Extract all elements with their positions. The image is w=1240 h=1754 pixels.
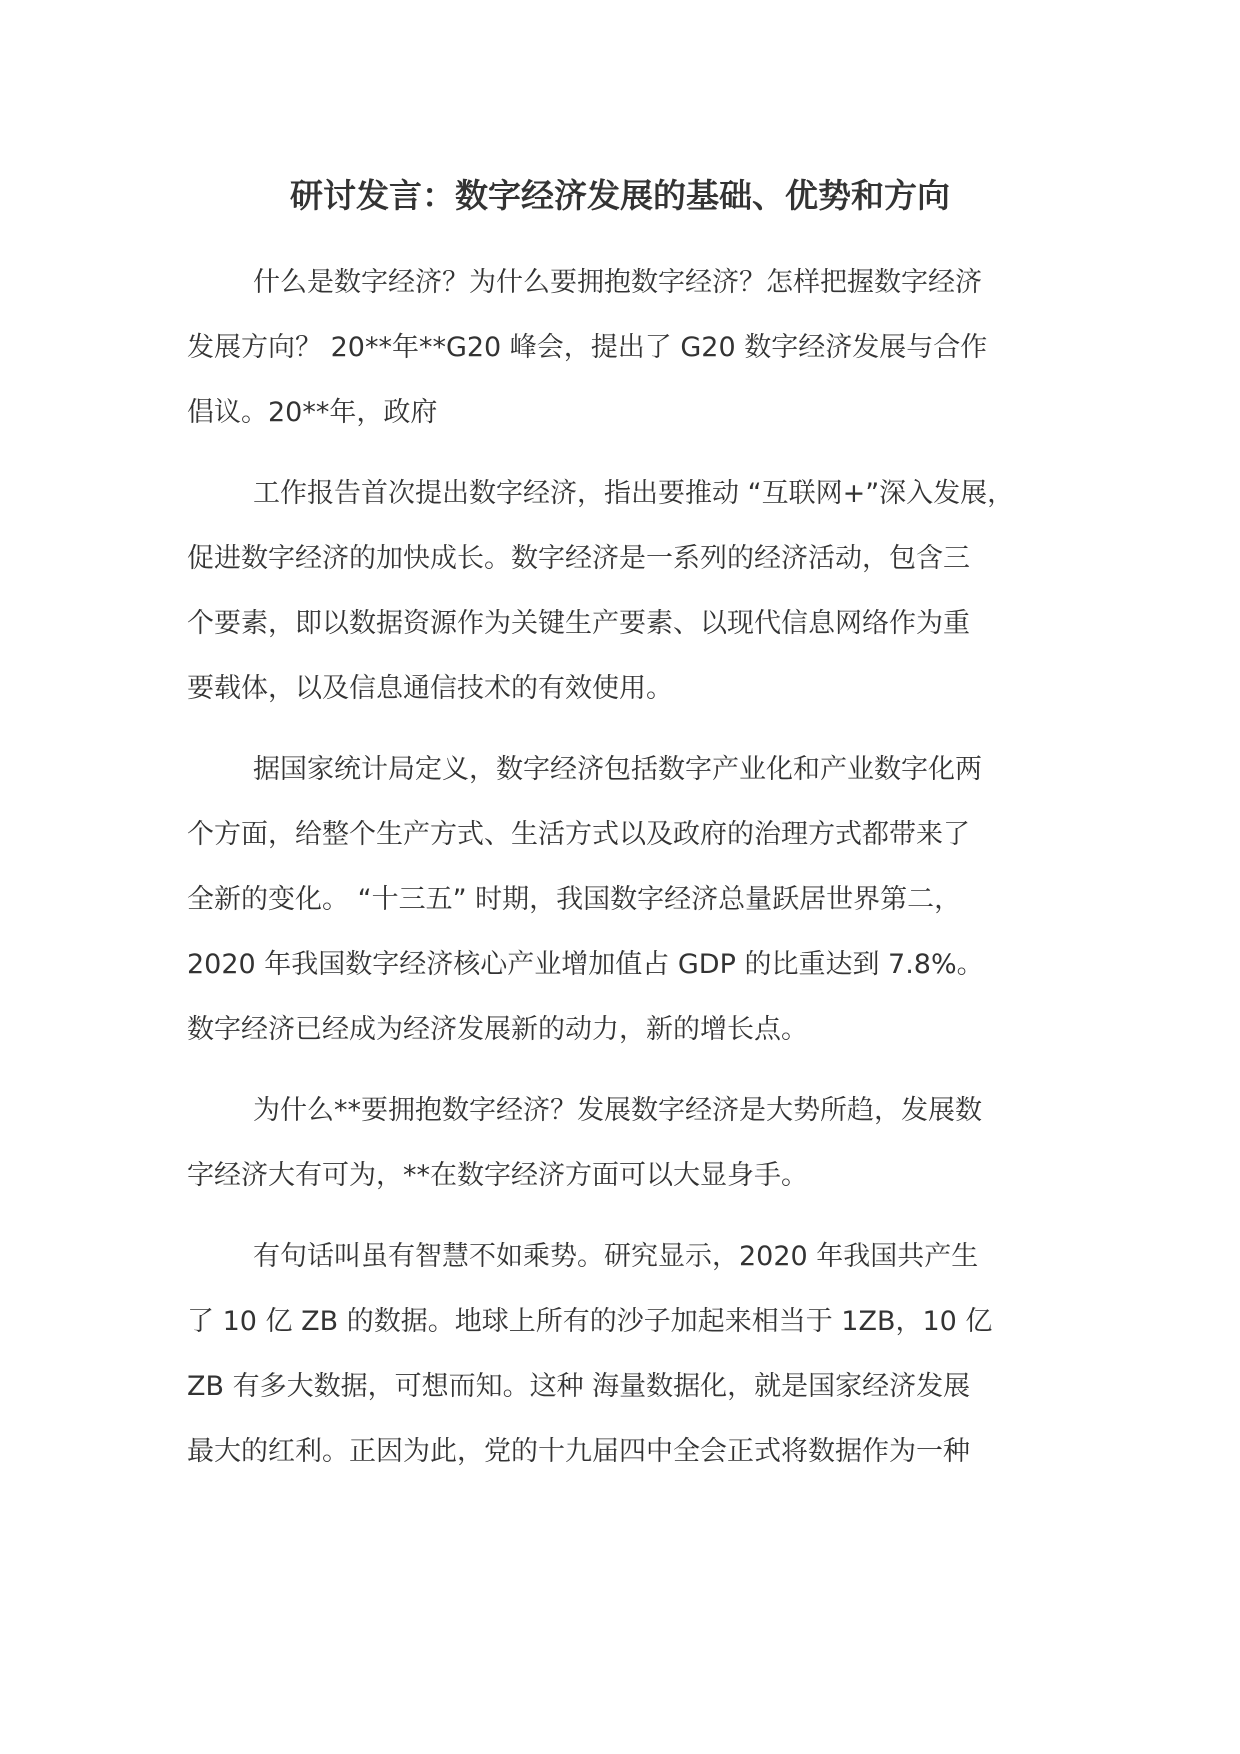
text-line: 个要素，即以数据资源作为关键生产要素、以现代信息网络作为重 [187, 608, 970, 639]
text-line: 要载体，以及信息通信技术的有效使用。 [187, 673, 673, 704]
text-line: ZB 有多大数据，可想而知。这种 海量数据化，就是国家经济发展 [187, 1371, 971, 1402]
text-line: 数字经济已经成为经济发展新的动力，新的增长点。 [187, 1014, 808, 1045]
paragraph-3 [187, 737, 1063, 1062]
text-line: 发展方向？ 20**年**G20 峰会，提出了 G20 数字经济发展与合作 [187, 332, 988, 363]
text-line: 促进数字经济的加快成长。数字经济是一系列的经济活动，包含三 [187, 543, 970, 574]
text-line: 为什么**要拥抱数字经济？发展数字经济是大势所趋，发展数 [253, 1095, 982, 1126]
paragraph-2 [187, 461, 1063, 721]
paragraph-5 [187, 1224, 1063, 1484]
document-body [187, 250, 1063, 1500]
text-line: 最大的红利。正因为此，党的十九届四中全会正式将数据作为一种 [187, 1436, 970, 1467]
text-line: 工作报告首次提出数字经济，指出要推动 “互联网+”深入发展， [253, 478, 1015, 509]
text-line: 2020 年我国数字经济核心产业增加值占 GDP 的比重达到 7.8%。 [187, 949, 984, 980]
text-line: 全新的变化。 “十三五” 时期，我国数字经济总量跃居世界第二， [187, 884, 962, 915]
document-title: 研讨发言：数字经济发展的基础、优势和方向 [290, 176, 950, 215]
text-line: 个方面，给整个生产方式、生活方式以及政府的治理方式都带来了 [187, 819, 970, 850]
text-line: 什么是数字经济？为什么要拥抱数字经济？怎样把握数字经济 [253, 267, 982, 298]
text-line: 有句话叫虽有智慧不如乘势。研究显示，2020 年我国共产生 [253, 1241, 979, 1272]
text-line: 了 10 亿 ZB 的数据。地球上所有的沙子加起来相当于 1ZB，10 亿 [187, 1306, 993, 1337]
text-line: 据国家统计局定义，数字经济包括数字产业化和产业数字化两 [253, 754, 982, 785]
paragraph-1 [187, 250, 1063, 445]
text-line: 字经济大有可为，**在数字经济方面可以大显身手。 [187, 1160, 808, 1191]
paragraph-4 [187, 1078, 1063, 1208]
text-line: 倡议。20**年，政府 [187, 397, 438, 428]
